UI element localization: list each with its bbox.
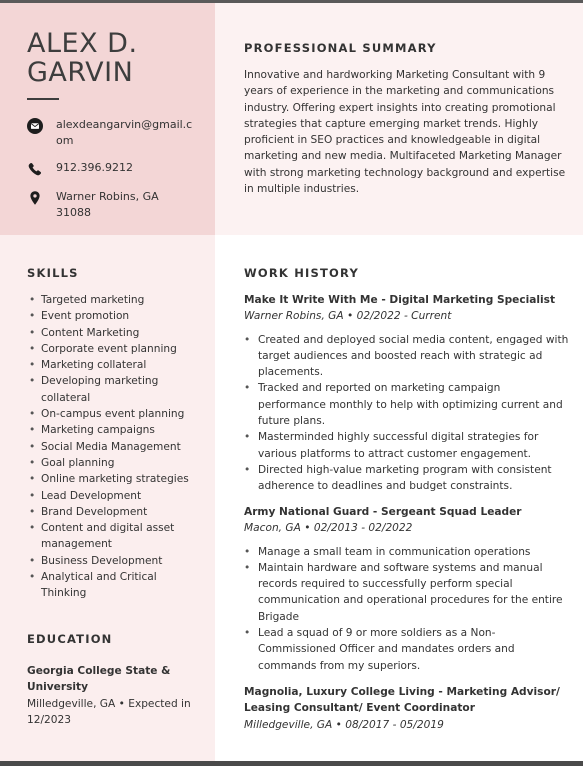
skill-item: • Corporate event planning — [27, 341, 197, 357]
job-entry — [244, 504, 569, 674]
job-bullet: • Manage a small team in communication operations — [244, 544, 569, 560]
skill-item: • Marketing collateral — [27, 357, 197, 373]
job-bullets — [244, 332, 569, 495]
skill-item: • Marketing campaigns — [27, 422, 197, 438]
summary-text: Innovative and hardworking Marketing Consultant with 9 years of experience in the marketing and communications industry. Offering expert insights into creating promotional strategies that capture emerging market trends. Highly proficient in SEO practices and knowledgeable in digital marketing and new media. Multifaceted Marketing Manager with strong marketing technology background and expertise in multiple industries. — [244, 69, 566, 196]
work-history-heading: WORK HISTORY — [244, 266, 359, 280]
job-bullets — [244, 544, 569, 674]
job-meta: Milledgeville, GA • 08/2017 - 05/2019 — [244, 718, 444, 731]
location-text: Warner Robins, GA 31088 — [56, 190, 159, 219]
envelope-icon — [27, 118, 43, 134]
name-line-2: GARVIN — [27, 57, 134, 88]
skill-item: • Online marketing strategies — [27, 471, 197, 487]
job-bullet: • Tracked and reported on marketing campaign performance monthly to help with optimizing current and future plans. — [244, 380, 569, 429]
job-title: Make It Write With Me - Digital Marketing Specialist — [244, 294, 556, 306]
candidate-name — [27, 29, 138, 87]
skill-item: • Analytical and Critical Thinking — [27, 569, 197, 602]
skills-list — [27, 292, 197, 602]
job-meta: Warner Robins, GA • 02/2022 - Current — [244, 310, 452, 323]
skill-item: • Lead Development — [27, 488, 197, 504]
skill-item: • Social Media Management — [27, 439, 197, 455]
summary-heading: PROFESSIONAL SUMMARY — [244, 41, 437, 55]
job-meta: Macon, GA • 02/2013 - 02/2022 — [244, 522, 413, 535]
phone-text: 912.396.9212 — [56, 161, 133, 174]
skill-item: • Developing marketing collateral — [27, 373, 197, 406]
job-bullet: • Maintain hardware and software systems and manual records required to successfully perform special communication and operational procedures for the entire Brigade — [244, 560, 569, 625]
education-meta: Milledgeville, GA • Expected in 12/2023 — [27, 698, 191, 727]
skill-item: • Business Development — [27, 553, 197, 569]
map-pin-icon — [27, 190, 43, 206]
skills-heading: SKILLS — [27, 266, 79, 280]
skill-item: • Targeted marketing — [27, 292, 197, 308]
job-bullet: • Created and deployed social media content, engaged with target audiences and boosted reach with strategic ad placements. — [244, 332, 569, 381]
job-bullet: • Masterminded highly successful digital strategies for various platforms to attract customer engagement. — [244, 429, 569, 462]
phone-icon — [27, 161, 43, 177]
education-school: Georgia College State & University — [27, 665, 171, 694]
skill-item: • Brand Development — [27, 504, 197, 520]
job-entry — [244, 292, 569, 495]
skill-item: • Content Marketing — [27, 325, 197, 341]
name-line-1: ALEX D. — [27, 28, 138, 59]
skill-item: • Goal planning — [27, 455, 197, 471]
education-heading: EDUCATION — [27, 632, 113, 646]
skill-item: • Content and digital asset management — [27, 520, 197, 553]
job-entry — [244, 684, 569, 733]
bottom-border — [0, 761, 583, 766]
job-title: Magnolia, Luxury College Living - Marketing Advisor/ Leasing Consultant/ Event Coordinator — [244, 686, 560, 715]
job-bullet: • Directed high-value marketing program with consistent adherence to deadlines and budget constraints. — [244, 462, 569, 495]
job-title: Army National Guard - Sergeant Squad Leader — [244, 506, 522, 518]
job-bullet: • Lead a squad of 9 or more soldiers as a Non-Commissioned Officer and mandates orders and commands from my superiors. — [244, 625, 569, 674]
skill-item: • On-campus event planning — [27, 406, 197, 422]
email-text: alexdeangarvin@gmail.c om — [56, 118, 193, 147]
name-divider — [27, 98, 59, 100]
skill-item: • Event promotion — [27, 308, 197, 324]
